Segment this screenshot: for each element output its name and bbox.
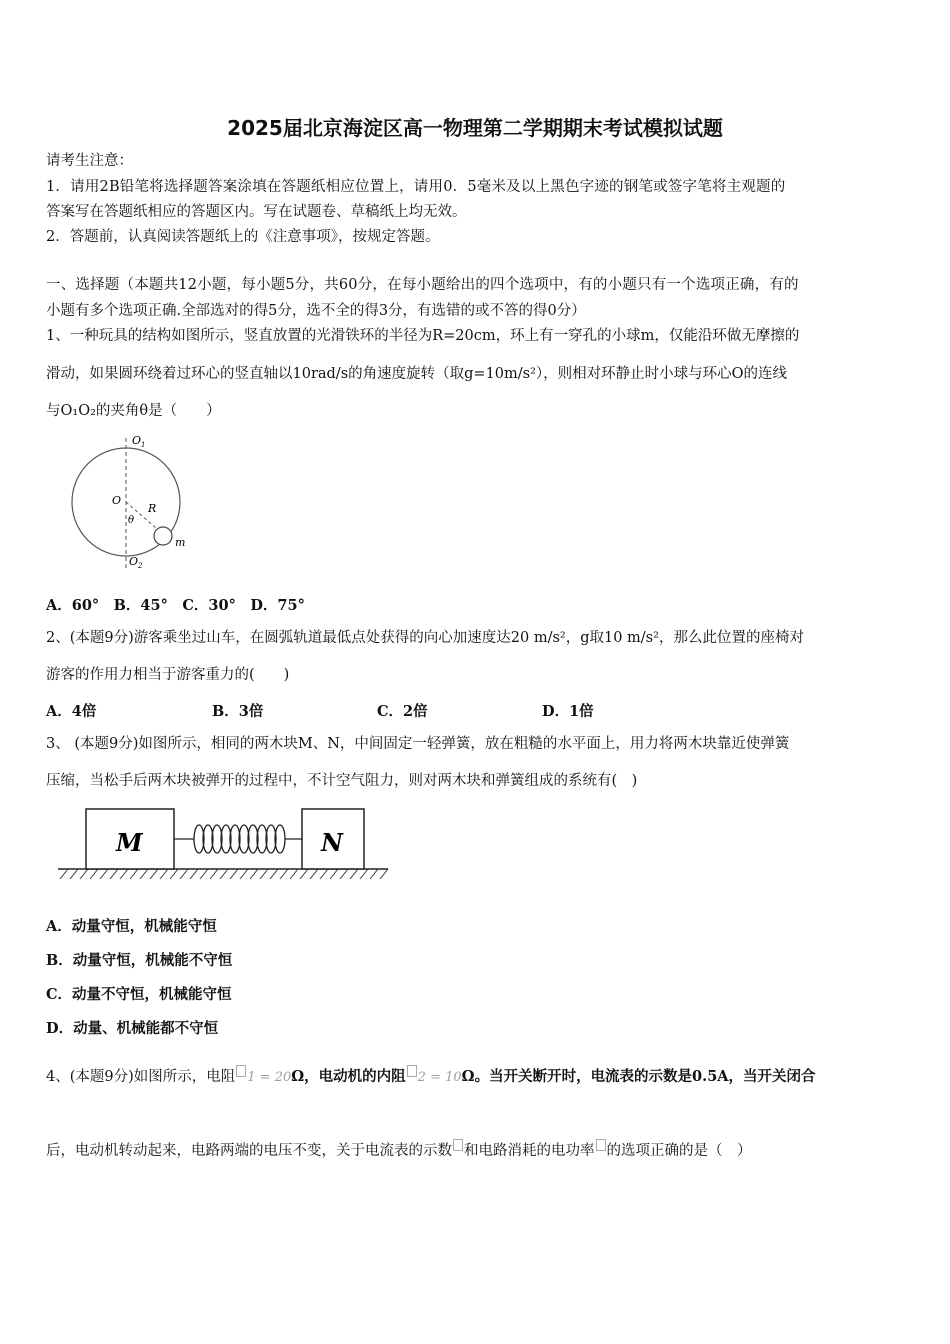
q4-line-1c: Ω。当开关断开时，电流表的示数是0.5A，当开关闭合 [461, 1068, 816, 1085]
page-title: 2025届北京海淀区高一物理第二学期期末考试模拟试题 [227, 116, 723, 140]
q2-option-b: B．3倍 [212, 703, 264, 720]
q1-line-1: 1、一种玩具的结构如图所示，竖直放置的光滑铁环的半径为R=20cm，环上有一穿孔的小球m，仅能沿环做无摩擦的 [46, 328, 800, 344]
q4-line-1 [46, 1065, 816, 1087]
q2-option-a: A．4倍 [46, 703, 97, 720]
q3-option-d: D．动量、机械能都不守恒 [46, 1020, 219, 1037]
q4-line-2b: 和电路消耗的电功率 [464, 1143, 595, 1159]
r1-placeholder-box [236, 1065, 246, 1077]
label-o1: $O_1$ [132, 434, 146, 449]
q1-line-3: 与O₁O₂的夹角θ是（ ） [46, 403, 221, 419]
notice-line-2: 2．答题前，认真阅读答题纸上的《注意事项》，按规定答题。 [46, 229, 440, 245]
label-m: M [116, 828, 143, 857]
q3-spring-figure [56, 805, 392, 885]
notice-heading: 请考生注意： [46, 153, 133, 169]
label-o: O [112, 494, 122, 507]
q3-option-a: A．动量守恒，机械能守恒 [46, 918, 217, 935]
label-theta: θ [128, 515, 135, 526]
q4-line-2a: 后，电动机转动起来，电路两端的电压不变，关于电流表的示数 [46, 1143, 452, 1159]
label-n: N [321, 828, 343, 857]
section-intro-2: 小题有多个选项正确.全部选对的得5分，选不全的得3分，有选错的或不答的得0分） [46, 303, 586, 319]
notice-line-1b: 答案写在答题纸相应的答题区内。写在试题卷、草稿纸上均无效。 [46, 204, 467, 220]
section-intro-1: 一、选择题（本题共12小题，每小题5分，共60分，在每小题给出的四个选项中，有的小题只有一个选项正确，有的 [46, 277, 799, 293]
q2-option-c: C．2倍 [377, 703, 428, 720]
q4-line-1a: 4、(本题9分)如图所示，电阻 [46, 1069, 236, 1085]
q4-line-1b: Ω，电动机的内阻 [291, 1068, 406, 1085]
q2-option-d: D．1倍 [542, 703, 594, 720]
q1-options: A．60° B．45° C．30° D．75° [46, 597, 305, 614]
r1-value: 1 = 20 [247, 1070, 292, 1085]
r2-value: 2 = 10 [417, 1070, 462, 1085]
q1-ring-figure [60, 430, 200, 575]
ball [154, 527, 172, 545]
r2-placeholder-box [407, 1065, 417, 1077]
label-m: m [175, 536, 186, 549]
spring [174, 825, 302, 853]
q3-option-c: C．动量不守恒，机械能守恒 [46, 986, 232, 1003]
label-o2: $O_2$ [129, 555, 143, 570]
power-placeholder-box [596, 1139, 606, 1151]
q2-line-1: 2、(本题9分)游客乘坐过山车，在圆弧轨道最低点处获得的向心加速度达20 m/s²，g取10 m/s²，那么此位置的座椅对 [46, 630, 804, 646]
q1-line-2: 滑动，如果圆环绕着过环心的竖直轴以10rad/s的角速度旋转（取g=10m/s²），则相对环静止时小球与环心O的连线 [46, 366, 788, 382]
notice-line-1a: 1．请用2B铅笔将选择题答案涂填在答题纸相应位置上，请用0．5毫米及以上黑色字迹的钢笔或签字笔将主观题的 [46, 179, 786, 195]
q3-line-1: 3、 (本题9分)如图所示，相同的两木块M、N，中间固定一轻弹簧，放在粗糙的水平面上，用力将两木块靠近使弹簧 [46, 736, 790, 752]
q4-line-2 [46, 1139, 752, 1160]
q2-line-2: 游客的作用力相当于游客重力的( ) [46, 667, 290, 683]
current-placeholder-box [453, 1139, 463, 1151]
q3-line-2: 压缩，当松手后两木块被弹开的过程中，不计空气阻力，则对两木块和弹簧组成的系统有( ) [46, 773, 638, 789]
q3-option-b: B．动量守恒，机械能不守恒 [46, 952, 233, 969]
q4-line-2c: 的选项正确的是（ ） [606, 1143, 752, 1159]
ground-hatching [60, 869, 388, 879]
label-r: R [148, 502, 157, 515]
